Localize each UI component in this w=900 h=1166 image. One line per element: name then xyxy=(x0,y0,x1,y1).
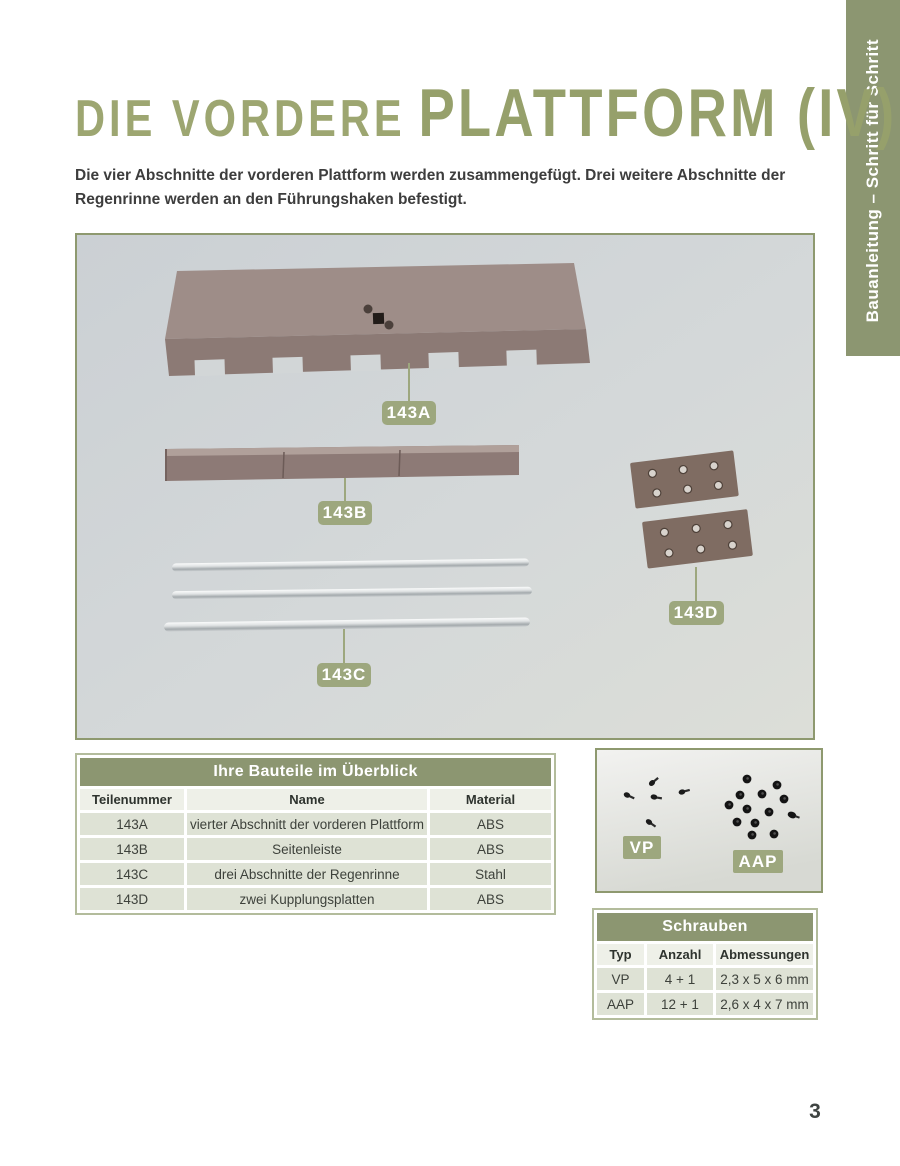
screw-type: VP xyxy=(597,968,644,990)
parts-table-col-material: Material xyxy=(430,789,551,810)
part-143a-platform xyxy=(165,263,590,376)
part-name: Seitenleiste xyxy=(187,838,427,860)
part-143b-rail xyxy=(165,445,519,481)
screw-dimensions: 2,6 x 4 x 7 mm xyxy=(716,993,813,1015)
page-title-part1: DIE VORDERE xyxy=(75,90,406,148)
screws-photo-illustration xyxy=(597,750,821,891)
screws-table xyxy=(592,908,818,1020)
table-row xyxy=(80,888,551,910)
screws-table-col-typ: Typ xyxy=(597,944,644,965)
table-row xyxy=(80,813,551,835)
parts-table-title: Ihre Bauteile im Überblick xyxy=(80,758,551,786)
svg-text:143A: 143A xyxy=(386,403,432,422)
table-row xyxy=(597,993,813,1015)
photo-background xyxy=(597,750,821,891)
table-row xyxy=(80,838,551,860)
part-number: 143D xyxy=(80,888,184,910)
intro-text: Die vier Abschnitte der vorderen Plattform werden zusammengefügt. Drei weitere Abschnitte der Regenrinne werden an den Führungshaken befestigt. xyxy=(75,167,786,209)
part-number: 143A xyxy=(80,813,184,835)
screw-count: 12 + 1 xyxy=(647,993,713,1015)
part-name: zwei Kupplungsplatten xyxy=(187,888,427,910)
part-material: Stahl xyxy=(430,863,551,885)
table-row xyxy=(80,863,551,885)
screws-table-col-abmessungen: Abmessungen xyxy=(716,944,813,965)
part-material: ABS xyxy=(430,888,551,910)
screws-photo xyxy=(595,748,823,893)
page-title xyxy=(75,74,897,152)
platform-square-hole xyxy=(373,313,384,324)
part-tag-143c xyxy=(317,663,371,687)
part-number: 143B xyxy=(80,838,184,860)
part-tag-143b xyxy=(318,501,372,525)
platform-hole xyxy=(385,321,394,330)
svg-text:143D: 143D xyxy=(673,603,719,622)
part-name: drei Abschnitte der Regenrinne xyxy=(187,863,427,885)
svg-text:143C: 143C xyxy=(321,665,367,684)
svg-text:AAP: AAP xyxy=(738,852,778,871)
parts-photo xyxy=(75,233,815,740)
part-number: 143C xyxy=(80,863,184,885)
parts-table-col-name: Name xyxy=(187,789,427,810)
screws-table-col-anzahl: Anzahl xyxy=(647,944,713,965)
screw-dimensions: 2,3 x 5 x 6 mm xyxy=(716,968,813,990)
part-tag-143a xyxy=(382,401,436,425)
chapter-sidebar-label: Bauanleitung – Schritt für Schritt xyxy=(863,39,882,323)
screw-tag-aap xyxy=(733,850,783,873)
screws-table-title: Schrauben xyxy=(597,913,813,941)
part-name: vierter Abschnitt der vorderen Plattform xyxy=(187,813,427,835)
chapter-sidebar-tab xyxy=(846,0,900,356)
table-row xyxy=(597,968,813,990)
screw-count: 4 + 1 xyxy=(647,968,713,990)
parts-photo-illustration xyxy=(77,235,813,738)
svg-text:143B: 143B xyxy=(322,503,368,522)
part-material: ABS xyxy=(430,838,551,860)
platform-hole xyxy=(364,305,373,314)
parts-table-col-teilenummer: Teilenummer xyxy=(80,789,184,810)
part-tag-143d xyxy=(669,601,724,625)
part-material: ABS xyxy=(430,813,551,835)
parts-table xyxy=(75,753,556,915)
screw-tag-vp xyxy=(623,836,661,859)
page-title-part2: PLATTFORM (IV) xyxy=(418,75,898,151)
page-number: 3 xyxy=(809,1100,821,1123)
svg-text:VP: VP xyxy=(629,838,655,857)
screw-type: AAP xyxy=(597,993,644,1015)
